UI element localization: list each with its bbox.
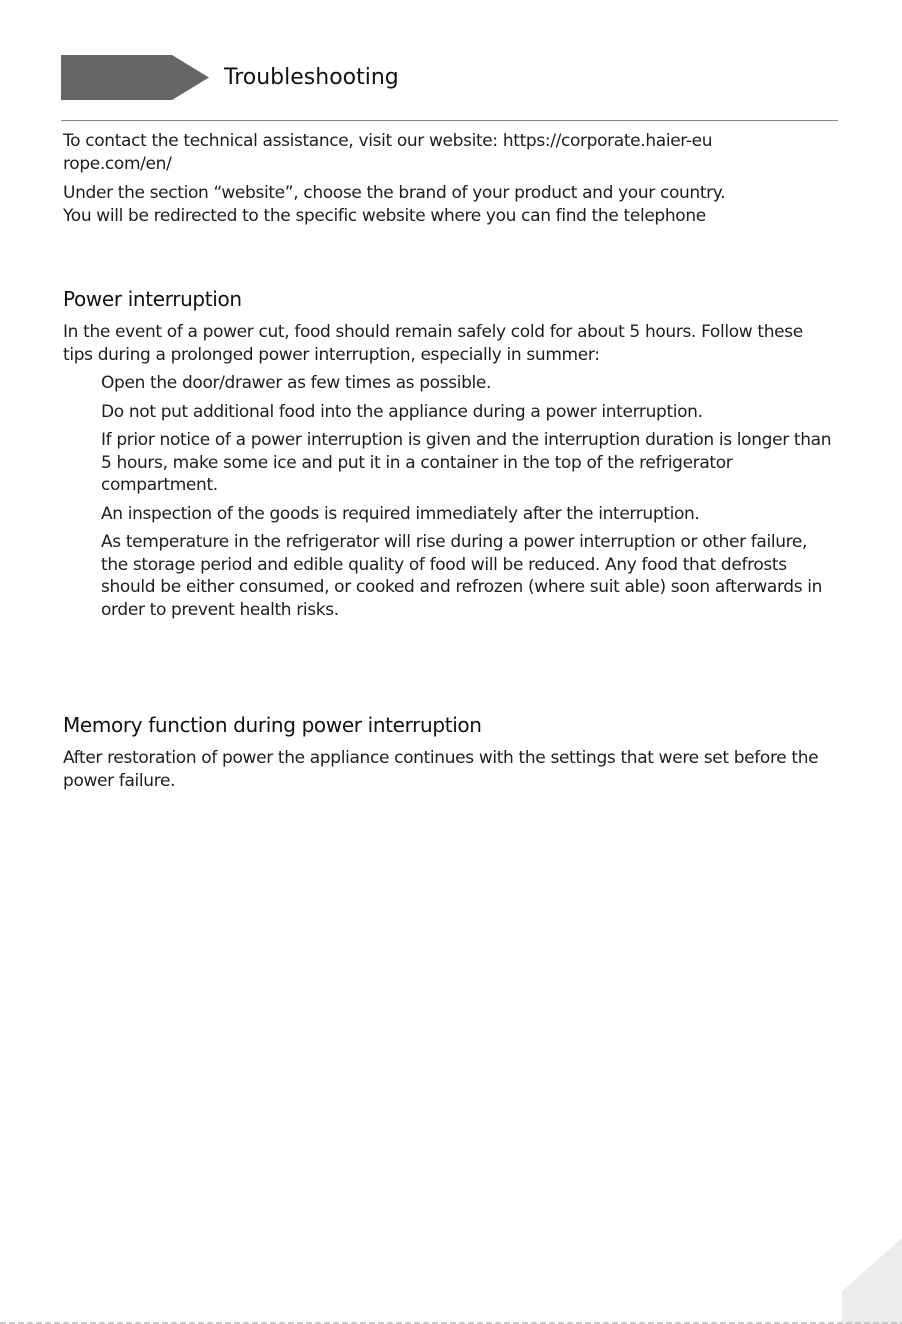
- page-corner-fold: [842, 1238, 902, 1324]
- contact-line-2: rope.com/en/: [63, 153, 172, 174]
- memory-function-body: After restoration of power the appliance continues with the settings that were set before the power failure.: [63, 748, 819, 791]
- power-interruption-title: Power interruption: [63, 287, 242, 311]
- brand-line-2: You will be redirected to the specific website where you can find the telephone: [63, 205, 706, 226]
- brand-line-1: Under the section “website”, choose the brand of your product and your country.: [63, 183, 726, 203]
- page-content: [63, 130, 833, 792]
- tip-item: An inspection of the goods is required immediately after the interruption.: [101, 503, 700, 524]
- header-divider: [61, 120, 838, 121]
- brand-paragraph: [63, 182, 833, 227]
- tip-item: As temperature in the refrigerator will rise during a power interruption or other failure, the storage period and edible quality of food will be reduced. Any food that defrosts should be either consumed, or cooked and refrozen (where suit able) soon afterwards in order to prevent health risks.: [101, 532, 823, 620]
- contact-line-1: To contact the technical assistance, visit our website: https://corporate.haier-eu: [63, 131, 713, 151]
- tip-item: Open the door/drawer as few times as possible.: [101, 373, 492, 393]
- power-interruption-intro: In the event of a power cut, food should remain safely cold for about 5 hours. Follow these tips during a prolonged power interruption, especially in summer:: [63, 322, 803, 365]
- power-interruption-section: [63, 284, 833, 621]
- tip-item: If prior notice of a power interruption is given and the interruption duration is longer than 5 hours, make some ice and put it in a container in the top of the refrigerator compartment.: [101, 430, 832, 495]
- page-title: Troubleshooting: [224, 65, 399, 90]
- contact-section: [63, 130, 833, 227]
- memory-function-section: [63, 710, 833, 792]
- memory-function-title: Memory function during power interruption: [63, 713, 482, 737]
- tip-item: Do not put additional food into the appliance during a power interruption.: [101, 401, 703, 422]
- contact-paragraph: [63, 130, 833, 175]
- power-interruption-tips: [63, 372, 833, 621]
- header-tab-shape: [61, 55, 209, 100]
